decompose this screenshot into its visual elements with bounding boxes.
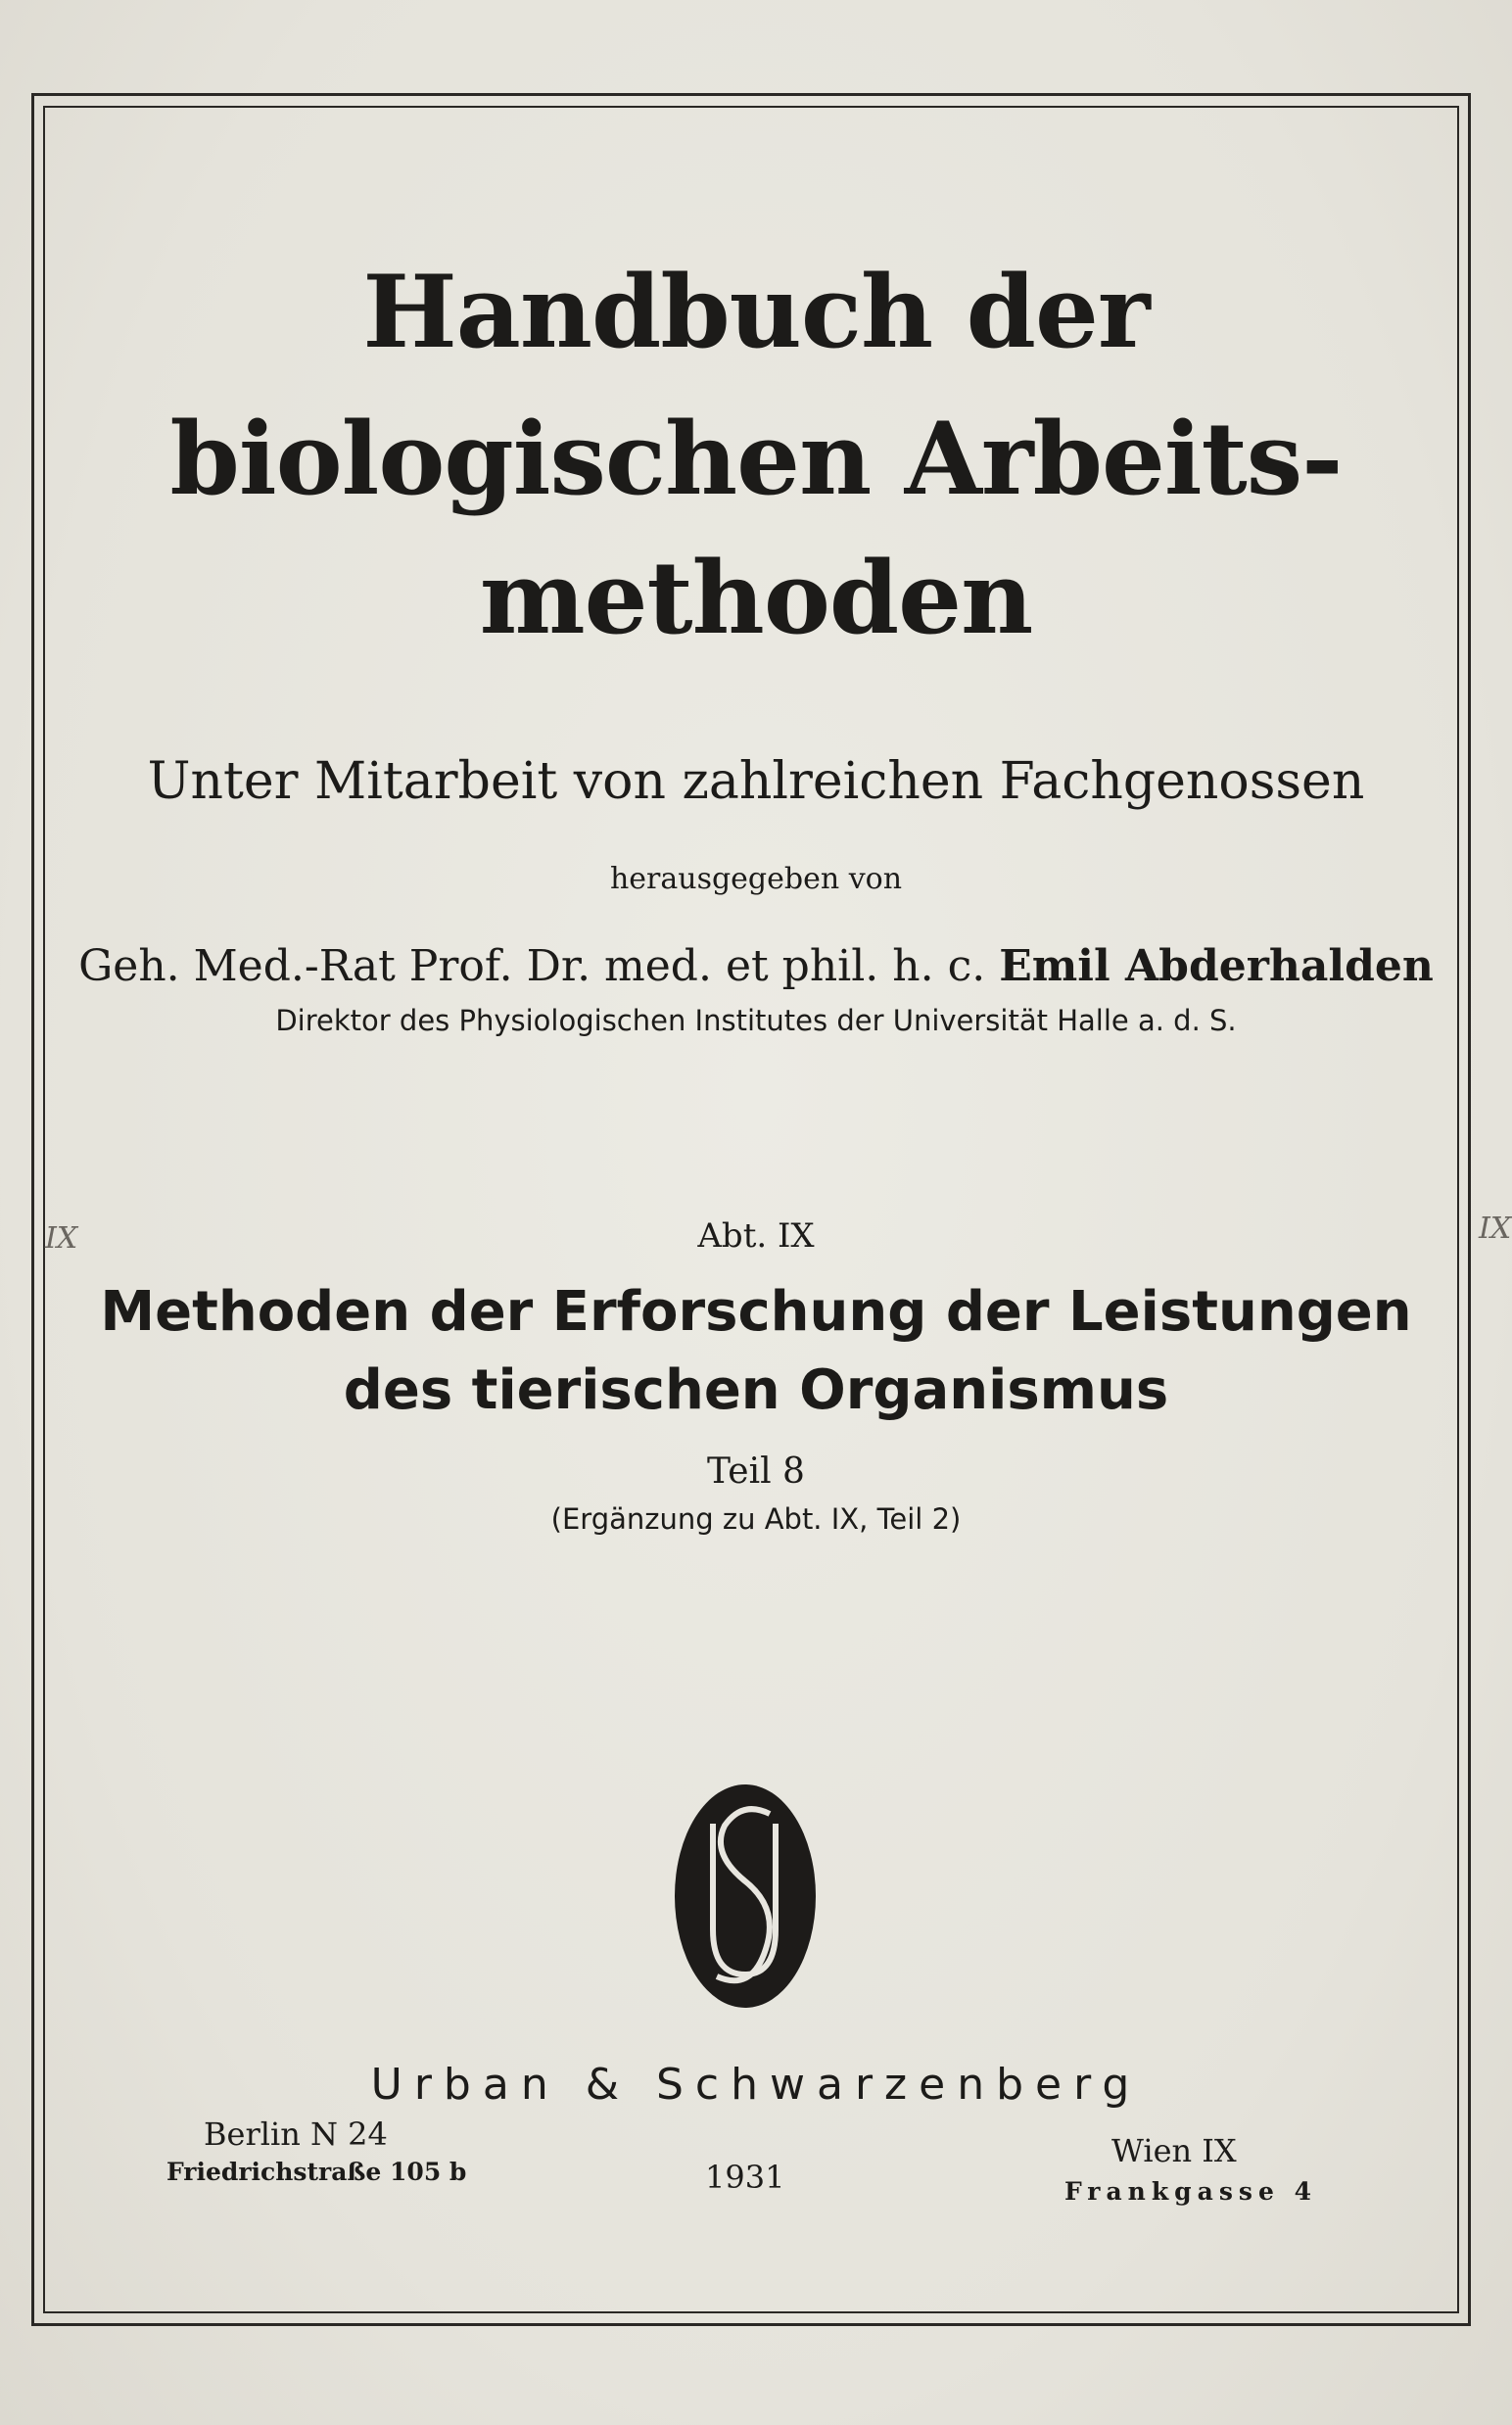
supplement-note: (Ergänzung zu Abt. IX, Teil 2) — [550, 1502, 962, 1536]
part-number: Teil 8 — [707, 1451, 805, 1492]
publisher-monogram-icon — [674, 1783, 817, 2010]
editor-titles: Geh. Med.-Rat Prof. Dr. med. et phil. h. c. — [78, 941, 1000, 991]
margin-note-right: IX — [1479, 1212, 1512, 1246]
editor-line — [0, 941, 1512, 991]
margin-note-left: IX — [45, 1221, 78, 1256]
book-title-line-3: methoden — [479, 540, 1033, 657]
publisher-right-street: Frankgasse 4 — [1064, 2177, 1318, 2206]
edited-by-label: herausgegeben von — [609, 862, 903, 896]
editor-name: Emil Abderhalden — [999, 941, 1434, 991]
publisher-name: Urban & Schwarzenberg — [370, 2060, 1142, 2110]
publisher-left-city: Berlin N 24 — [204, 2116, 388, 2153]
subtitle: Unter Mitarbeit von zahlreichen Fachgenossen — [147, 752, 1365, 811]
book-title-line-2: biologischen Arbeits- — [169, 401, 1343, 518]
section-title-line-1: Methoden der Erforschung der Leistungen — [100, 1280, 1412, 1344]
editor-position: Direktor des Physiologischen Institutes der Universität Halle a. d. S. — [275, 1004, 1237, 1037]
publication-year: 1931 — [705, 2159, 785, 2196]
section-title-line-2: des tierischen Organismus — [343, 1358, 1169, 1422]
publisher-left-street: Friedrichstraße 105 b — [166, 2158, 467, 2186]
publisher-right-city: Wien IX — [1111, 2132, 1237, 2169]
book-title-line-1: Handbuch der — [362, 254, 1150, 371]
section-number: Abt. IX — [697, 1216, 815, 1256]
